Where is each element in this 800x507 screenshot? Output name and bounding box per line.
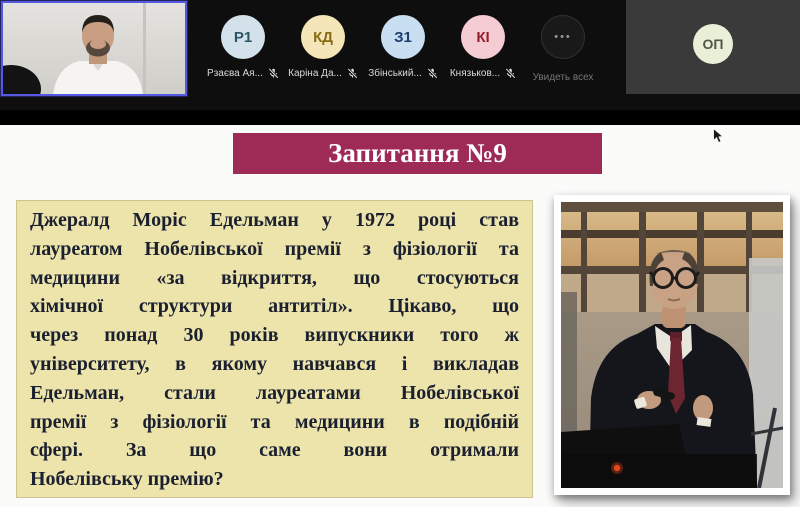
edelman-photo (554, 195, 790, 495)
participant-name: Князьков... (449, 67, 501, 79)
mic-muted-icon (505, 68, 516, 79)
question-line: сфері. За що саме вони отримали (30, 439, 519, 462)
question-line: університету, в якому навчався і викладав (30, 352, 519, 375)
presentation-slide (0, 125, 800, 507)
participant-name: Збінський... (368, 67, 422, 79)
question-line: Джералд Моріс Едельман у 1972 році став (30, 209, 519, 231)
ellipsis-icon: ••• (541, 15, 585, 59)
mic-muted-icon (347, 68, 358, 79)
webcam-video (3, 3, 185, 94)
question-banner (233, 133, 602, 174)
mouse-cursor-icon (712, 128, 725, 145)
photo-illustration (561, 202, 783, 488)
avatar-initials: ОП (702, 36, 724, 52)
avatar-initials: Р1 (233, 28, 253, 46)
self-video-tile[interactable] (1, 1, 187, 96)
avatar-initials: З1 (394, 28, 412, 46)
participant-avatar (381, 15, 425, 59)
pinned-participant-tile[interactable] (626, 0, 800, 94)
mic-muted-icon (268, 68, 279, 79)
participant-name: Рзаєва Ая... (207, 67, 263, 79)
participant-tile[interactable] (283, 15, 363, 79)
participant-tile[interactable] (443, 15, 523, 79)
participant-avatar (301, 15, 345, 59)
participant-avatar (221, 15, 265, 59)
question-line: премії з фізіології та медицини в подібній (30, 410, 519, 433)
question-line: медицини «за відкриття, що стосуються (30, 266, 519, 289)
pinned-avatar (693, 24, 733, 64)
question-line: Едельман, стали лауреатами Нобелівської (30, 381, 519, 404)
question-line: лауреатом Нобелівської премії з фізіології та (30, 237, 519, 260)
see-all-button[interactable]: ••• Увидеть всех (523, 15, 603, 79)
participant-avatar (461, 15, 505, 59)
question-line: через понад 30 років випускники того ж (30, 324, 519, 347)
question-line: Нобелівську премію? (30, 468, 224, 491)
slide-title: Запитання №9 (328, 138, 507, 168)
participant-name: Каріна Да... (288, 67, 342, 79)
participant-tile[interactable] (363, 15, 443, 79)
participant-row (203, 15, 603, 83)
participant-tile[interactable] (203, 15, 283, 79)
letterbox-bar (0, 110, 800, 125)
question-text-box (16, 200, 533, 498)
question-line: хімічної структури антитіл». Цікаво, що (30, 295, 519, 318)
mic-muted-icon (427, 68, 438, 79)
avatar-initials: КІ (476, 28, 490, 46)
avatar-initials: КД (313, 28, 333, 46)
